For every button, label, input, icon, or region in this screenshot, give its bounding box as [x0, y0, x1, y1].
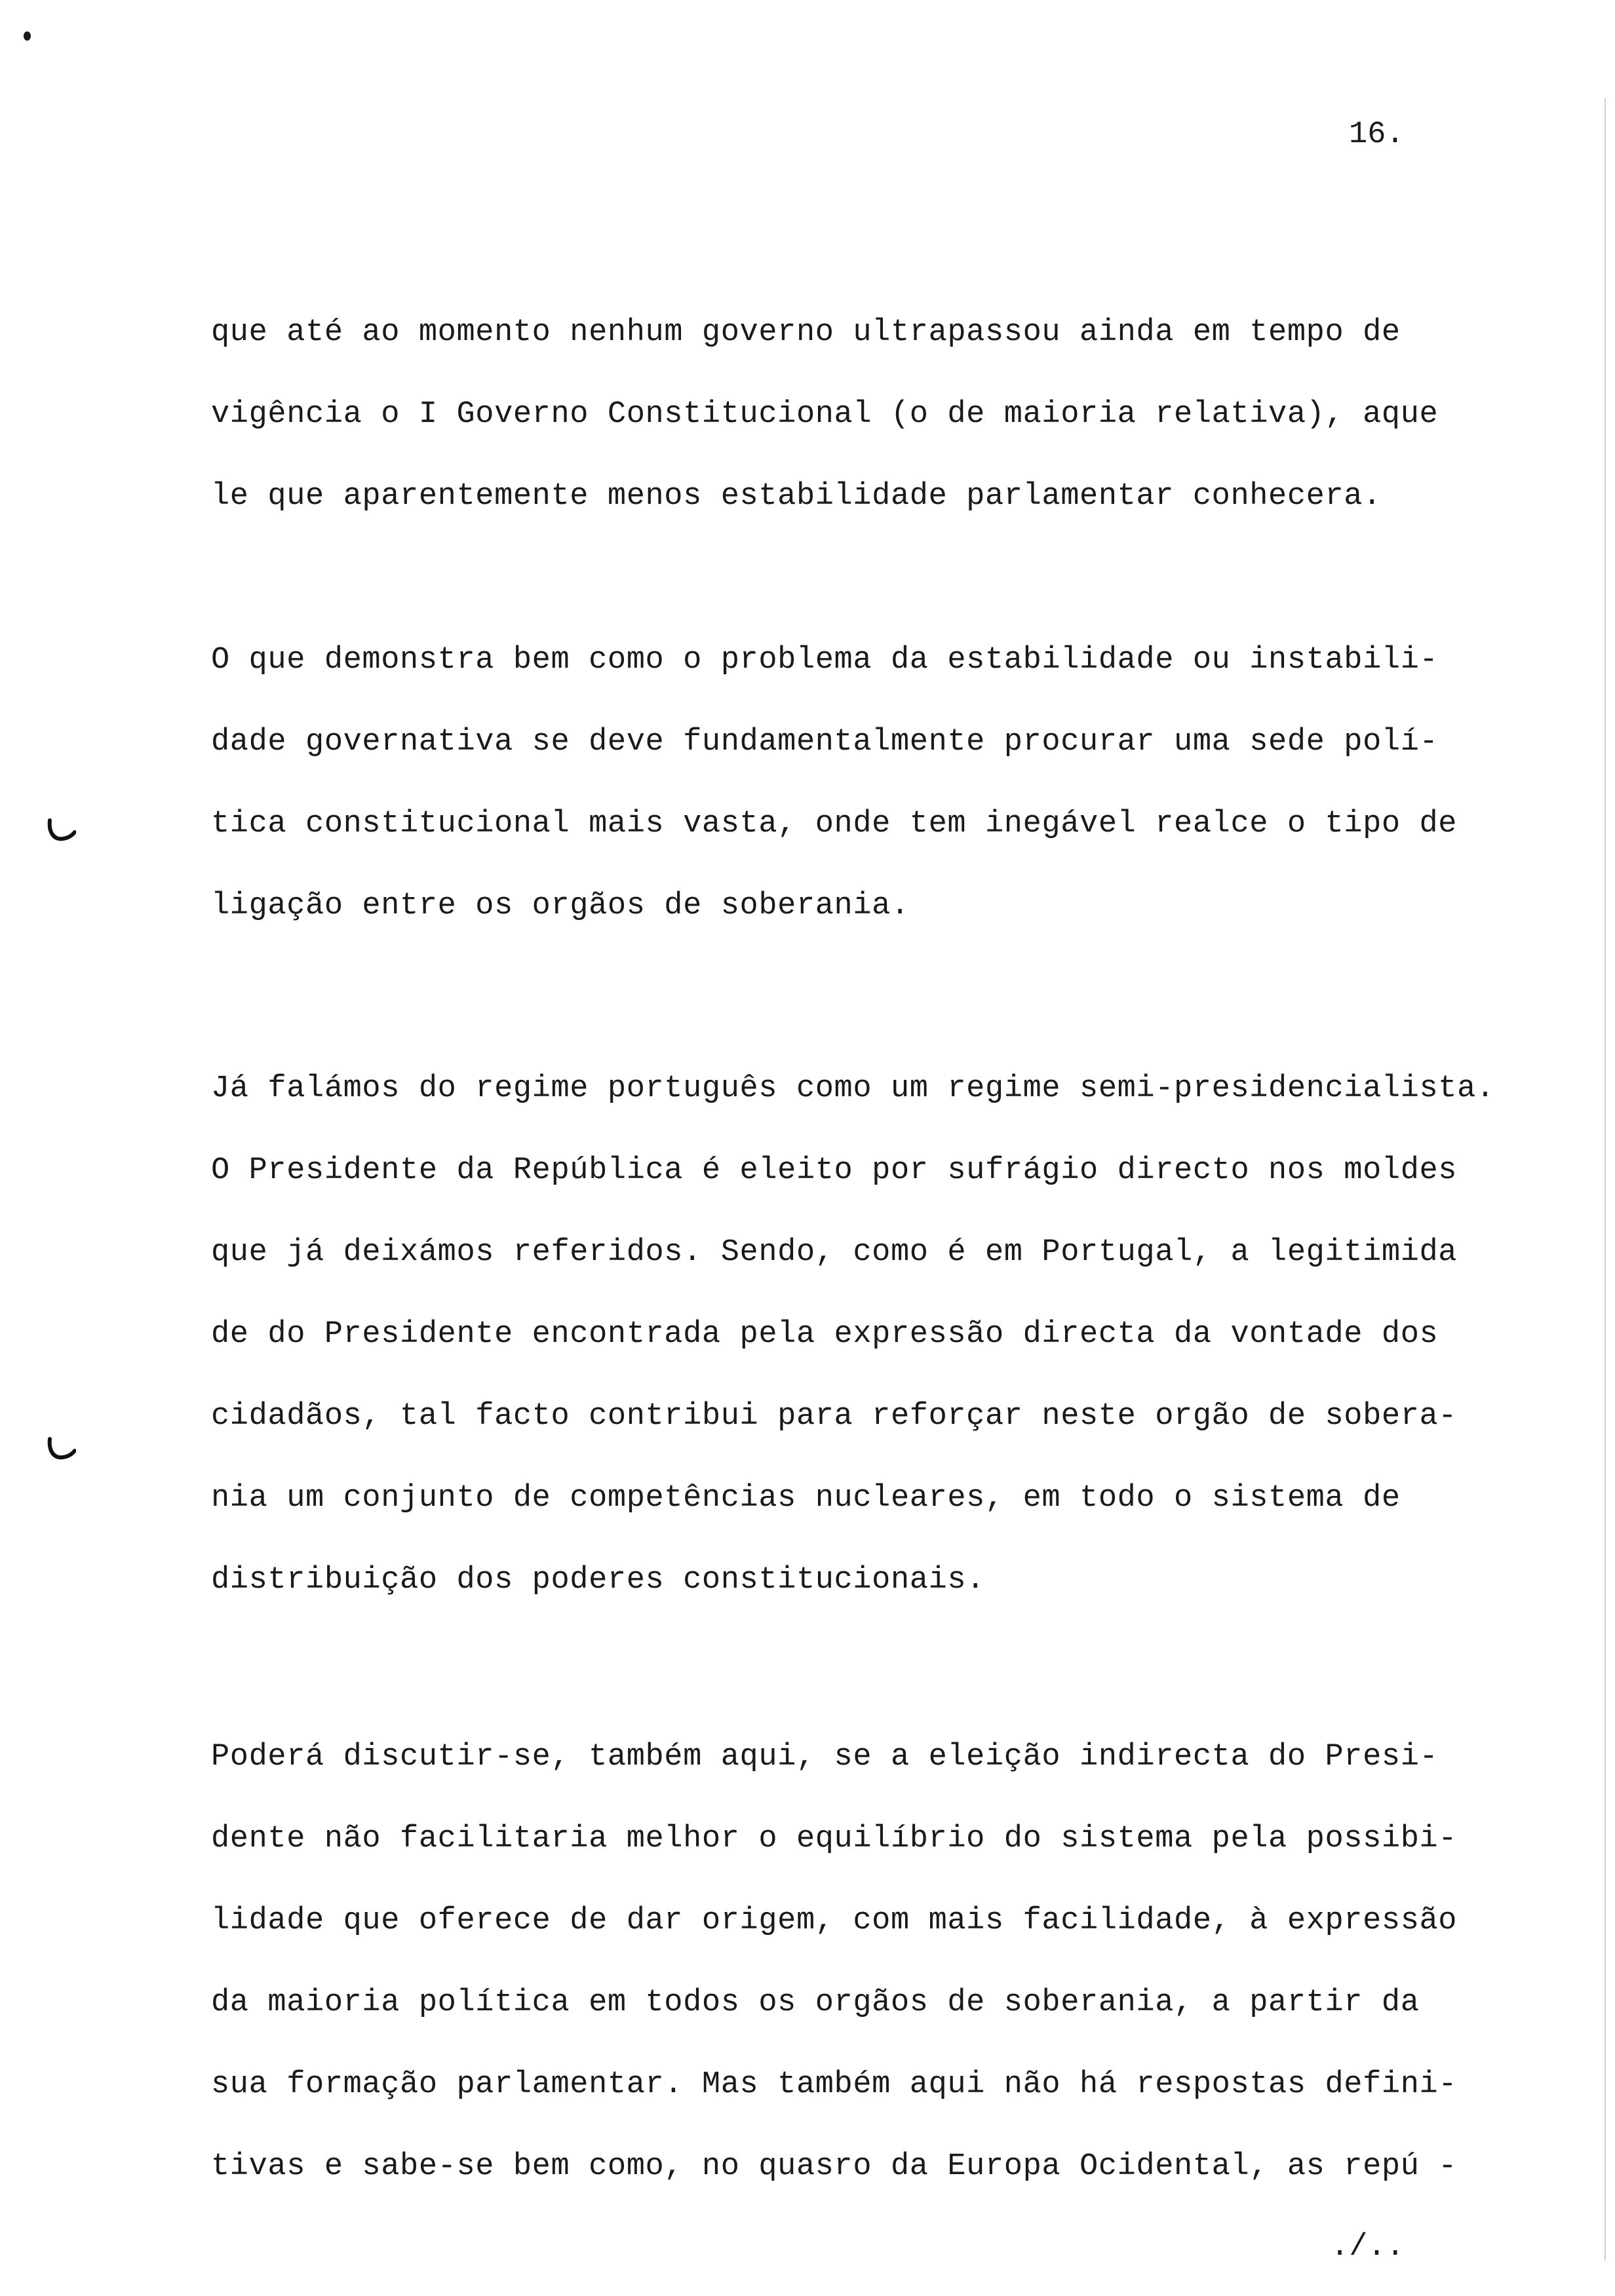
text-line: le que aparentemente menos estabilidade parlamentar conhecera. [211, 479, 1382, 514]
continuation-mark: ./.. [1331, 2230, 1405, 2265]
text-line: tivas e sabe-se bem como, no quasro da Europa Ocidental, as repú - [211, 2149, 1458, 2184]
text-line: Poderá discutir-se, também aqui, se a eleição indirecta do Presi- [211, 1740, 1439, 1774]
paragraph-1 [211, 313, 1574, 559]
text-line: distribuição dos poderes constitucionais. [211, 1563, 985, 1598]
text-line: tica constitucional mais vasta, onde tem inegável realce o tipo de [211, 807, 1458, 841]
text-line: de do Presidente encontrada pela expressão directa da vontade dos [211, 1317, 1439, 1352]
page-edge-rule [1605, 98, 1606, 2261]
text-line: Já falámos do regime português como um regime semi-presidencialista. [211, 1071, 1495, 1106]
text-line: da maioria política em todos os orgãos de soberania, a partir da [211, 1985, 1420, 2020]
text-line: vigência o I Governo Constitucional (o de maioria relativa), aque [211, 397, 1439, 432]
text-line: dente não facilitaria melhor o equilíbrio do sistema pela possibi- [211, 1822, 1458, 1856]
text-line: nia um conjunto de competências nucleares, em todo o sistema de [211, 1481, 1401, 1516]
paragraph-4 [211, 1738, 1574, 2229]
text-line: que já deixámos referidos. Sendo, como é em Portugal, a legitimida [211, 1235, 1458, 1270]
text-line: ligação entre os orgãos de soberania. [211, 889, 910, 923]
text-line: que até ao momento nenhum governo ultrapassou ainda em tempo de [211, 315, 1401, 350]
check-mark-icon [46, 818, 76, 844]
paragraph-3 [211, 1069, 1574, 1643]
page-number: 16. [1349, 117, 1405, 152]
paragraph-2 [211, 641, 1574, 968]
text-line: dade governativa se deve fundamentalmente procurar uma sede polí- [211, 725, 1439, 759]
text-line: O que demonstra bem como o problema da estabilidade ou instabili- [211, 643, 1439, 678]
text-line: lidade que oferece de dar origem, com mais facilidade, à expressão [211, 1904, 1458, 1938]
text-line: sua formação parlamentar. Mas também aqui não há respostas defini- [211, 2067, 1458, 2102]
text-line: cidadãos, tal facto contribui para reforçar neste orgão de sobera- [211, 1399, 1458, 1434]
ink-dot-icon [24, 31, 31, 41]
text-line: O Presidente da República é eleito por sufrágio directo nos moldes [211, 1153, 1458, 1188]
check-mark-icon [46, 1436, 76, 1463]
